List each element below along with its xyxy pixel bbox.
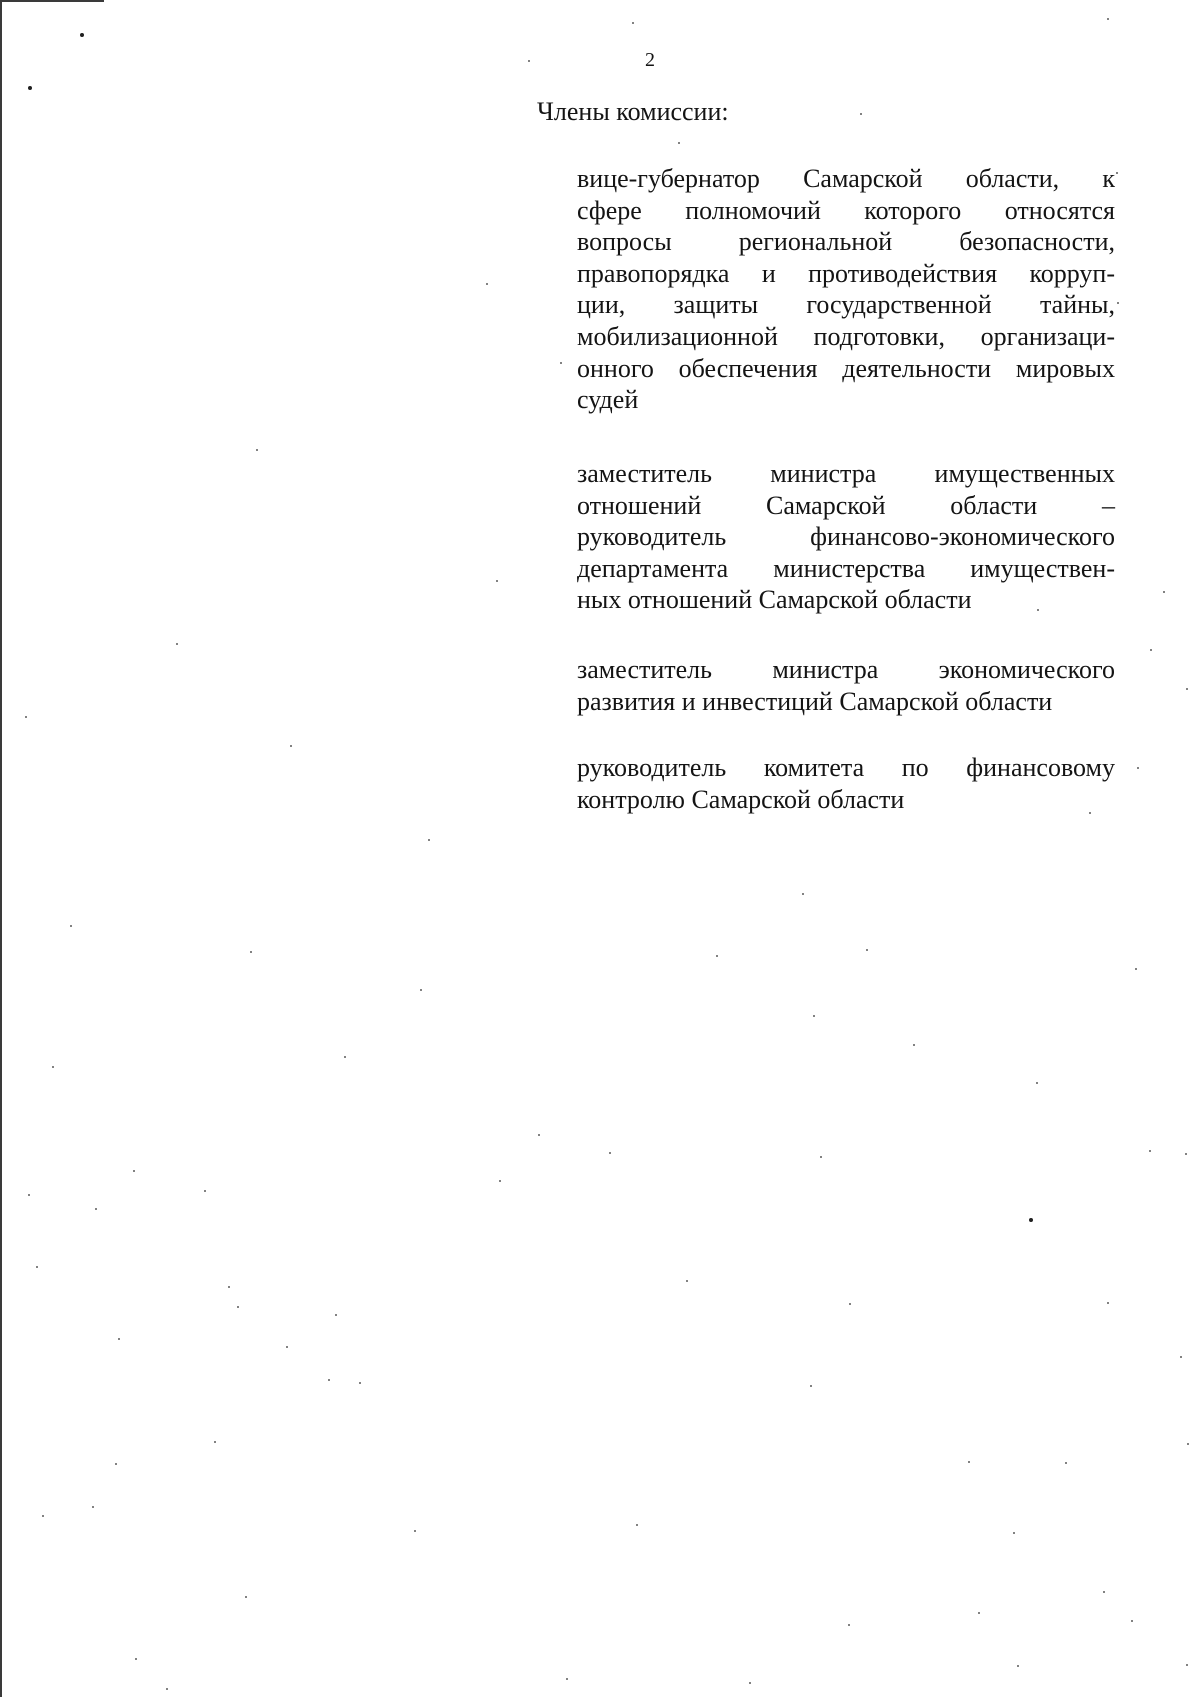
scan-speck [866, 949, 868, 951]
scan-speck [1037, 609, 1039, 611]
scan-speck [1135, 968, 1137, 970]
scan-speck [1107, 1302, 1109, 1304]
scan-speck [1017, 1665, 1019, 1667]
commission-members-heading: Члены комиссии: [537, 97, 729, 126]
member-text-line: вопросы региональной безопасности, [577, 227, 1115, 257]
scan-speck [42, 1515, 44, 1517]
scan-speck [499, 1180, 501, 1182]
scan-speck [496, 580, 498, 582]
scan-speck [528, 60, 530, 62]
member-text-line: департамента министерства имуществен- [577, 553, 1115, 583]
scan-speck [1150, 649, 1152, 651]
scan-speck [245, 1596, 247, 1598]
scan-speck [80, 33, 84, 37]
scan-speck [335, 1314, 337, 1316]
scan-speck [1131, 1620, 1133, 1622]
scan-speck [25, 716, 27, 718]
scan-speck [414, 1530, 416, 1532]
scan-speck [359, 1382, 361, 1384]
member-entry-financial-control-head [577, 752, 1115, 815]
member-text-line: руководитель финансово-экономического [577, 522, 1115, 552]
member-text-line: развития и инвестиций Самарской области [577, 686, 1053, 716]
scan-speck [486, 283, 488, 285]
scan-speck [52, 1066, 54, 1068]
scan-speck [1036, 1082, 1038, 1084]
member-text-line: ных отношений Самарской области [577, 585, 972, 615]
scan-speck [1187, 1443, 1189, 1445]
scan-speck [118, 1338, 120, 1340]
scan-edge-line [0, 0, 2, 1697]
scan-speck [1180, 1356, 1182, 1358]
scan-speck [92, 1506, 94, 1508]
scan-speck [678, 142, 680, 144]
scan-speck [802, 893, 804, 895]
scan-speck [256, 449, 258, 451]
scan-speck [849, 1303, 851, 1305]
member-text-line: контролю Самарской области [577, 784, 905, 814]
scan-speck [968, 1461, 970, 1463]
scan-speck [135, 1658, 137, 1660]
page-number: 2 [645, 49, 655, 71]
scan-speck [609, 1152, 611, 1154]
scan-speck [813, 1015, 815, 1017]
member-text-line: руководитель комитета по финансовому [577, 753, 1115, 782]
scan-speck [1103, 1591, 1105, 1593]
member-text-line: правопорядка и противодействия корруп- [577, 258, 1115, 288]
scan-top-line [0, 0, 104, 2]
scan-speck [1089, 812, 1091, 814]
scan-speck [1013, 1532, 1015, 1534]
member-text-line: судей [577, 385, 639, 415]
scan-speck [913, 1044, 915, 1046]
scan-speck [95, 1208, 97, 1210]
scan-speck [566, 1678, 568, 1680]
scan-speck [133, 1170, 135, 1172]
scan-speck [632, 22, 634, 24]
scan-speck [1117, 302, 1119, 304]
scan-speck [978, 1612, 980, 1614]
member-text-line: отношений Самарской области – [577, 490, 1115, 520]
scan-speck [428, 839, 430, 841]
scan-speck [1163, 591, 1165, 593]
scan-speck [420, 989, 422, 991]
scan-speck [538, 1134, 540, 1136]
member-text-line: вице-губернатор Самарской области, к [577, 164, 1115, 193]
scan-speck [328, 1379, 330, 1381]
member-entry-vice-governor [577, 163, 1115, 416]
scan-speck [749, 1682, 751, 1684]
member-text-line: мобилизационной подготовки, организаци- [577, 321, 1115, 351]
scan-speck [1149, 1150, 1151, 1152]
member-text-line: ции, защиты государственной тайны, [577, 290, 1115, 320]
scan-speck [70, 925, 72, 927]
scan-speck [204, 1190, 206, 1192]
scan-speck [36, 1266, 38, 1268]
scan-speck [686, 1280, 688, 1282]
scan-speck [848, 1624, 850, 1626]
scan-speck [1065, 1462, 1067, 1464]
scan-speck [166, 1688, 168, 1690]
scan-speck [860, 113, 862, 115]
scan-speck [286, 1346, 288, 1348]
scan-speck [1029, 1218, 1033, 1222]
scan-speck [1186, 688, 1188, 690]
scan-speck [810, 1385, 812, 1387]
scan-speck [1116, 172, 1118, 174]
scan-speck [28, 1194, 30, 1196]
scan-speck [1185, 1153, 1187, 1155]
member-text-line: онного обеспечения деятельности мировых [577, 353, 1115, 383]
scan-speck [28, 86, 32, 90]
member-entry-deputy-economic-minister [577, 654, 1115, 717]
scan-speck [344, 1056, 346, 1058]
scan-speck [716, 955, 718, 957]
scan-speck [237, 1306, 239, 1308]
scan-speck [290, 745, 292, 747]
scan-speck [250, 951, 252, 953]
scan-speck [1186, 1664, 1188, 1666]
scan-speck [1137, 767, 1139, 769]
scan-speck [176, 643, 178, 645]
scan-speck [214, 1441, 216, 1443]
scan-speck [636, 1524, 638, 1526]
scan-speck [560, 362, 562, 364]
member-entry-deputy-property-minister [577, 458, 1115, 616]
member-text-line: заместитель министра экономического [577, 655, 1115, 684]
member-text-line: заместитель министра имущественных [577, 459, 1115, 488]
scan-speck [1107, 18, 1109, 20]
scan-speck [820, 1156, 822, 1158]
member-text-line: сфере полномочий которого относятся [577, 195, 1115, 225]
scan-speck [115, 1463, 117, 1465]
scan-speck [228, 1286, 230, 1288]
